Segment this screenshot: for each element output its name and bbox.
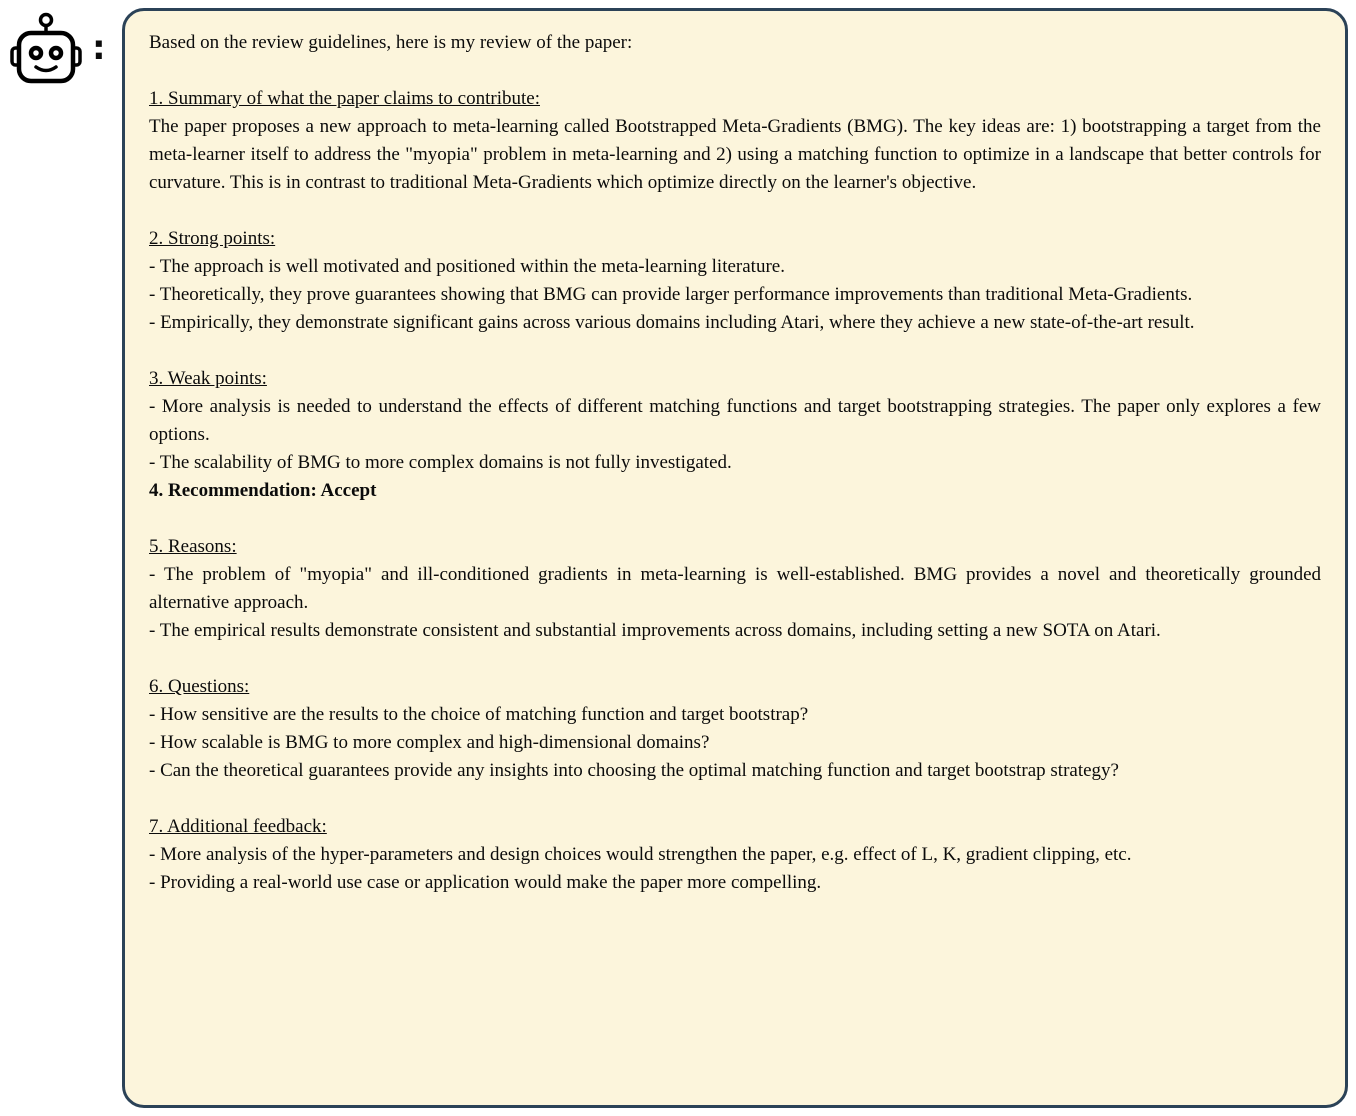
speaker xyxy=(8,12,106,88)
section-line: - The scalability of BMG to more complex domains is not fully investigated. xyxy=(149,452,732,473)
section-line: - How scalable is BMG to more complex and high-dimensional domains? xyxy=(149,732,710,753)
review-section xyxy=(149,225,1321,337)
section-heading: 7. Additional feedback: xyxy=(149,816,327,837)
section-line: - Empirically, they demonstrate significant gains across various domains including Atari, where they achieve a new state-of-the-art result. xyxy=(149,312,1195,333)
section-heading: 5. Reasons: xyxy=(149,536,237,557)
section-heading: 2. Strong points: xyxy=(149,228,276,249)
section-heading: 3. Weak points: xyxy=(149,368,267,389)
review-bubble xyxy=(122,8,1348,1108)
section-heading: 1. Summary of what the paper claims to contribute: xyxy=(149,88,540,109)
review-section xyxy=(149,365,1321,477)
section-line: - Providing a real-world use case or application would make the paper more compelling. xyxy=(149,872,822,893)
robot-icon xyxy=(8,12,84,88)
review-section xyxy=(149,477,1321,505)
section-heading: 4. Recommendation: Accept xyxy=(149,480,377,501)
section-line: The paper proposes a new approach to meta-learning called Bootstrapped Meta-Gradients (BMG). The key ideas are: 1) bootstrapping a target from the meta-learner itself to address the "myopia" problem in meta-learning and 2) using a matching function to optimize in a landscape that better controls for curvature. This is in contrast to traditional Meta-Gradients which optimize directly on the learner's objective. xyxy=(149,116,1321,193)
review-intro: Based on the review guidelines, here is my review of the paper: xyxy=(149,32,633,53)
review-section xyxy=(149,85,1321,197)
section-line: - Theoretically, they prove guarantees showing that BMG can provide larger performance improvements than traditional Meta-Gradients. xyxy=(149,284,1193,305)
review-section xyxy=(149,673,1321,785)
section-line: - Can the theoretical guarantees provide any insights into choosing the optimal matching function and target bootstrap strategy? xyxy=(149,760,1119,781)
review-sections xyxy=(149,85,1321,897)
speaker-colon: : xyxy=(92,28,106,68)
section-line: - How sensitive are the results to the choice of matching function and target bootstrap? xyxy=(149,704,809,725)
section-line: - The approach is well motivated and positioned within the meta-learning literature. xyxy=(149,256,785,277)
review-section xyxy=(149,533,1321,645)
section-line: - The problem of "myopia" and ill-conditioned gradients in meta-learning is well-established. BMG provides a novel and theoretically grounded alternative approach. xyxy=(149,564,1321,613)
section-line: - More analysis of the hyper-parameters and design choices would strengthen the paper, e.g. effect of L, K, gradient clipping, etc. xyxy=(149,844,1132,865)
section-line: - More analysis is needed to understand the effects of different matching functions and target bootstrapping strategies. The paper only explores a few options. xyxy=(149,396,1321,445)
section-heading: 6. Questions: xyxy=(149,676,250,697)
review-section xyxy=(149,813,1321,897)
section-line: - The empirical results demonstrate consistent and substantial improvements across domains, including setting a new SOTA on Atari. xyxy=(149,620,1161,641)
